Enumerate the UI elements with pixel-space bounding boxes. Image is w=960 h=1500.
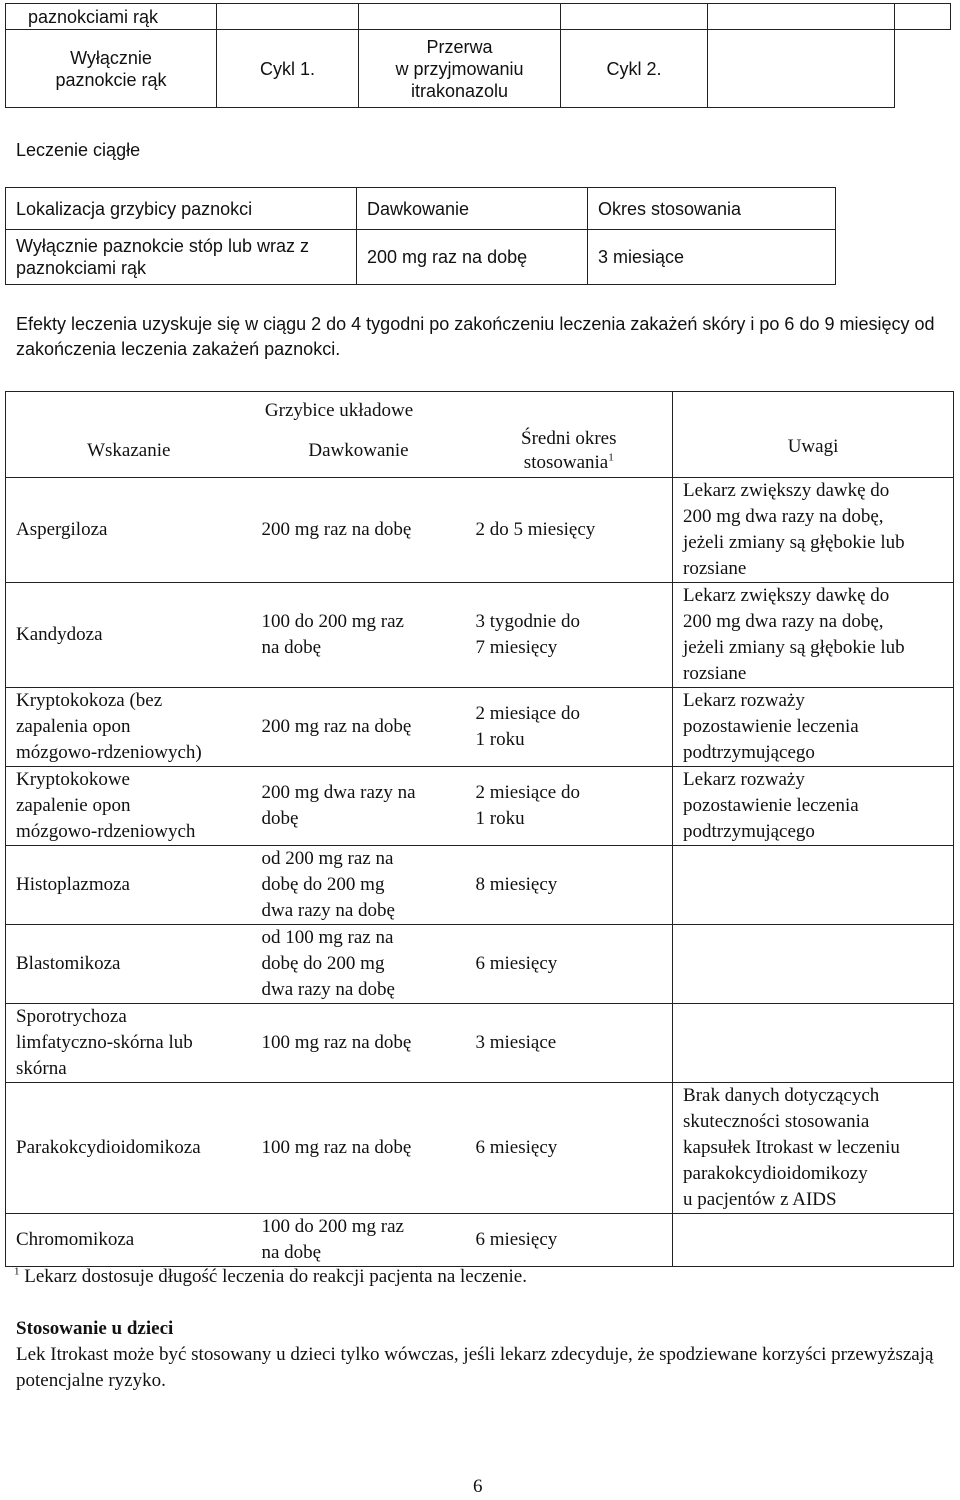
empty-cell [895, 30, 951, 108]
table-row [6, 230, 836, 285]
duration-cell: 6 miesięcy [466, 1214, 673, 1267]
table-cell: 3 miesiące [588, 230, 836, 285]
indication-cell: Sporotrychoza limfatyczno-skórna lub skórna [6, 1004, 252, 1083]
notes-cell [673, 846, 954, 925]
duration-cell: 2 miesiące do 1 roku [466, 688, 673, 767]
indication-cell: Histoplazmoza [6, 846, 252, 925]
notes-cell [673, 1004, 954, 1083]
children-paragraph: Lek Itrokast może być stosowany u dzieci tylko wówczas, jeśli lekarz zdecyduje, że spodziewane korzyści przewyższają potencjalne ryzyko. [16, 1344, 934, 1391]
table-title-row [6, 392, 954, 426]
empty-cell [895, 4, 951, 30]
column-header: Lokalizacja grzybicy paznokci [6, 188, 357, 230]
notes-cell: Lekarz rozważy pozostawienie leczenia podtrzymującego [673, 767, 954, 846]
table-row [6, 478, 954, 583]
indication-cell: Aspergiloza [6, 478, 252, 583]
indication-cell: Parakokcydioidomikoza [6, 1083, 252, 1214]
empty-cell [561, 4, 708, 30]
duration-cell: 3 tygodnie do 7 miesięcy [466, 583, 673, 688]
table-row [6, 4, 951, 30]
page-number: 6 [473, 1476, 483, 1497]
table-header-row [6, 188, 836, 230]
table-row [6, 1214, 954, 1267]
column-header: Okres stosowania [588, 188, 836, 230]
column-header-notes: Uwagi [673, 392, 954, 478]
footnote-marker: 1 [14, 1265, 20, 1278]
table-row [6, 925, 954, 1004]
table-row [6, 1004, 954, 1083]
duration-header-text: Średni okres stosowania [521, 428, 617, 474]
table-cell: Wyłącznie paznokcie stóp lub wraz z paznokciami rąk [6, 230, 357, 285]
continuous-treatment-table [5, 187, 836, 285]
table-cell: 200 mg raz na dobę [357, 230, 588, 285]
notes-cell: Lekarz rozważy pozostawienie leczenia podtrzymującego [673, 688, 954, 767]
partial-cell: paznokciami rąk [6, 4, 217, 30]
column-header: Dawkowanie [357, 188, 588, 230]
empty-cell [708, 30, 895, 108]
dosage-cell: od 100 mg raz na dobę do 200 mg dwa razy na dobę [252, 925, 466, 1004]
section-heading: Stosowanie u dzieci [16, 1318, 174, 1339]
table-cell: Cykl 1. [217, 30, 359, 108]
table-row [6, 1083, 954, 1214]
empty-cell [359, 4, 561, 30]
dosage-cell: 200 mg dwa razy na dobę [252, 767, 466, 846]
dosage-cell: od 200 mg raz na dobę do 200 mg dwa razy na dobę [252, 846, 466, 925]
duration-cell: 6 miesięcy [466, 925, 673, 1004]
effects-paragraph: Efekty leczenia uzyskuje się w ciągu 2 do 4 tygodni po zakończeniu leczenia zakażeń skóry i po 6 do 9 miesięcy od zakończenia leczenia zakażeń paznokci. [16, 314, 935, 359]
column-header-dosage: Dawkowanie [252, 426, 466, 478]
table-cell: Przerwa w przyjmowaniu itrakonazolu [359, 30, 561, 108]
empty-cell [217, 4, 359, 30]
continuous-treatment-heading: Leczenie ciągłe [16, 140, 141, 160]
footnote [14, 1264, 527, 1290]
notes-cell [673, 925, 954, 1004]
dosage-cell: 100 mg raz na dobę [252, 1004, 466, 1083]
column-header-duration [466, 426, 673, 478]
dosage-cell: 100 do 200 mg raz na dobę [252, 583, 466, 688]
indication-cell: Kryptokokoza (bez zapalenia opon mózgowo-rdzeniowych) [6, 688, 252, 767]
notes-cell: Brak danych dotyczących skuteczności stosowania kapsułek Itrokast w leczeniu parakokcydioidomikozy u pacjentów z AIDS [673, 1083, 954, 1214]
systemic-mycoses-table [5, 391, 954, 1267]
table-cell: Cykl 2. [561, 30, 708, 108]
empty-cell [708, 4, 895, 30]
footnote-marker: 1 [608, 451, 614, 464]
table-cell: Wyłącznie paznokcie rąk [6, 30, 217, 108]
indication-cell: Chromomikoza [6, 1214, 252, 1267]
table-row [6, 30, 951, 108]
dosing-cycle-table [5, 3, 951, 108]
table-row [6, 846, 954, 925]
dosage-cell: 200 mg raz na dobę [252, 478, 466, 583]
table-row [6, 767, 954, 846]
indication-cell: Kandydoza [6, 583, 252, 688]
indication-cell: Kryptokokowe zapalenie opon mózgowo-rdzeniowych [6, 767, 252, 846]
notes-cell: Lekarz zwiększy dawkę do 200 mg dwa razy na dobę, jeżeli zmiany są głębokie lub rozsiane [673, 478, 954, 583]
dosage-cell: 100 mg raz na dobę [252, 1083, 466, 1214]
duration-cell: 8 miesięcy [466, 846, 673, 925]
notes-cell [673, 1214, 954, 1267]
footnote-text: Lekarz dostosuje długość leczenia do reakcji pacjenta na leczenie. [24, 1266, 527, 1287]
table-row [6, 583, 954, 688]
duration-cell: 6 miesięcy [466, 1083, 673, 1214]
table-row [6, 688, 954, 767]
duration-cell: 3 miesiące [466, 1004, 673, 1083]
duration-cell: 2 miesiące do 1 roku [466, 767, 673, 846]
duration-cell: 2 do 5 miesięcy [466, 478, 673, 583]
notes-cell: Lekarz zwiększy dawkę do 200 mg dwa razy na dobę, jeżeli zmiany są głębokie lub rozsiane [673, 583, 954, 688]
column-header-indication: Wskazanie [6, 426, 252, 478]
table-title: Grzybice układowe [6, 392, 673, 426]
dosage-cell: 200 mg raz na dobę [252, 688, 466, 767]
dosage-cell: 100 do 200 mg raz na dobę [252, 1214, 466, 1267]
indication-cell: Blastomikoza [6, 925, 252, 1004]
